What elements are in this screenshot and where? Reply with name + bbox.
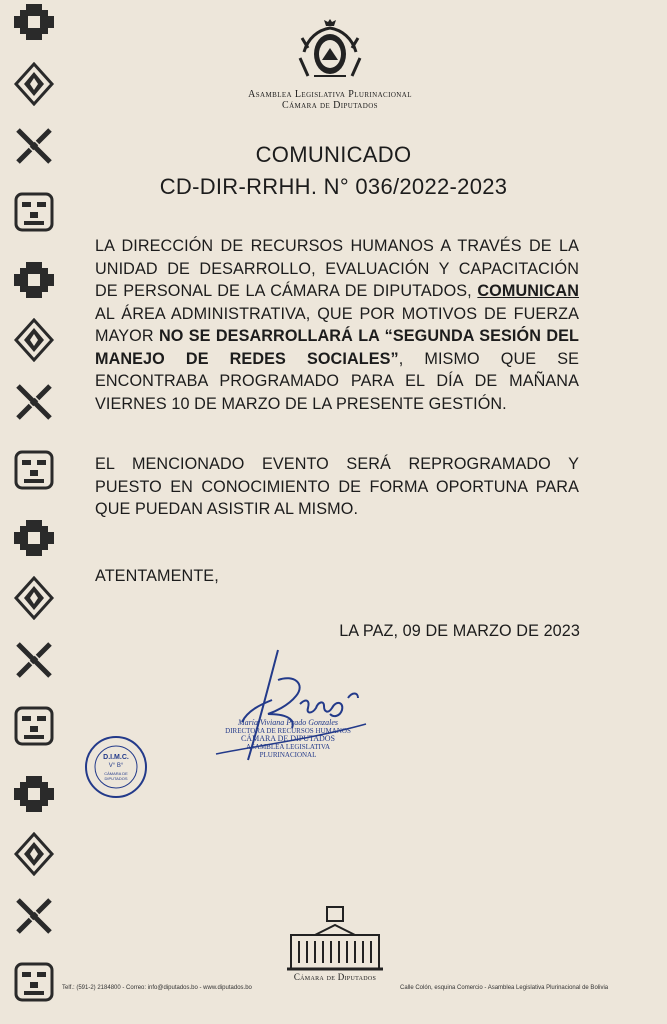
paragraph-main-text-3: , MISMO QUE SE ENCONTRABA PROGRAMADO PARA EL DÍA DE MAÑANA VIERNES 10 DE MARZO DE LA PRESENTE GESTIÓN. bbox=[95, 349, 579, 413]
footer-address: Calle Colón, esquina Comercio - Asamblea Legislativa Plurinacional de Bolivia bbox=[400, 985, 609, 991]
diamond-motif bbox=[12, 576, 56, 620]
mask-motif bbox=[12, 448, 56, 492]
round-stamp bbox=[84, 735, 148, 799]
place-date: LA PAZ, 09 DE MARZO DE 2023 bbox=[339, 622, 580, 640]
round-stamp-center: D.I.M.C. bbox=[103, 754, 129, 761]
footer-contact: Telf.: (591-2) 2184800 - Correo: info@diputados.bo - www.diputados.bo bbox=[62, 985, 252, 991]
stepped-square-motif bbox=[12, 516, 56, 560]
diamond-motif bbox=[12, 832, 56, 876]
document-title: COMUNICADO bbox=[255, 142, 412, 167]
footer-emblem-label: Cámara de Diputados bbox=[293, 972, 377, 982]
paragraph-main-text-1: LA DIRECCIÓN DE RECURSOS HUMANOS A TRAVÉS DE LA UNIDAD DE DESARROLLO, EVALUACIÓN Y CAPACITACIÓN DE PERSONAL DE LA CÁMARA DE DIPUTADOS, bbox=[95, 237, 579, 300]
signer-role: DIRECTORA DE RECURSOS HUMANOS bbox=[225, 727, 351, 735]
paragraph-main-text-2: AL ÁREA ADMINISTRATIVA, QUE POR MOTIVOS DE FUERZA MAYOR bbox=[95, 304, 579, 345]
stepped-square-motif bbox=[12, 0, 56, 44]
letterhead bbox=[200, 18, 460, 111]
chamber-name: Cámara de Diputados bbox=[282, 100, 378, 111]
diamond-motif bbox=[12, 318, 56, 362]
closing-text: ATENTAMENTE, bbox=[95, 567, 219, 585]
paragraph-secondary: EL MENCIONADO EVENTO SERÁ REPROGRAMADO Y PUESTO EN CONOCIMIENTO DE FORMA OPORTUNA PARA QUE PUEDAN ASISTIR AL MISMO. bbox=[95, 455, 579, 518]
cross-motif bbox=[12, 380, 56, 424]
institution-name: Asamblea Legislativa Plurinacional bbox=[248, 89, 412, 100]
round-stamp-sub: V° B° bbox=[108, 763, 124, 769]
signer-assembly: ASAMBLEA LEGISLATIVA PLURINACIONAL bbox=[245, 743, 331, 759]
diamond-motif bbox=[12, 62, 56, 106]
document-number: CD-DIR-RRHH. N° 036/2022-2023 bbox=[159, 174, 508, 199]
signature-stamp bbox=[218, 719, 358, 759]
coat-of-arms-icon bbox=[294, 18, 366, 84]
signer-chamber: CÁMARA DE DIPUTADOS bbox=[240, 734, 336, 743]
stepped-square-motif bbox=[12, 772, 56, 816]
cross-motif bbox=[12, 638, 56, 682]
cross-motif bbox=[12, 894, 56, 938]
stepped-square-motif bbox=[12, 258, 56, 302]
paragraph-main bbox=[95, 235, 579, 415]
signer-name: María Viviana Prado Gonzales bbox=[237, 718, 339, 727]
paragraph-main-bold: NO SE DESARROLLARÁ LA “SEGUNDA SESIÓN DEL MANEJO DE REDES SOCIALES” bbox=[95, 327, 579, 368]
paragraph-main-underlined: COMUNICAN bbox=[477, 282, 579, 300]
round-stamp-bottom: CÁMARA DE DIPUTADOS bbox=[104, 771, 128, 781]
mask-motif bbox=[12, 960, 56, 1004]
mask-motif bbox=[12, 704, 56, 748]
